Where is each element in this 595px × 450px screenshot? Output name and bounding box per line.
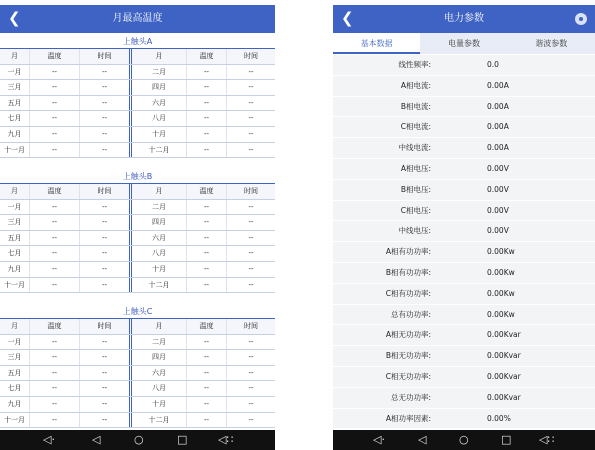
cell-month: 五月 bbox=[0, 231, 30, 246]
param-label: 中线电流: bbox=[398, 143, 431, 153]
volume-up-icon[interactable]: ◁∷ bbox=[539, 433, 555, 446]
monthly-max-temp-screen bbox=[0, 0, 275, 450]
param-row bbox=[333, 55, 595, 76]
section-title: 上触头B bbox=[122, 172, 153, 181]
volume-up-icon[interactable]: ◁∷ bbox=[218, 433, 234, 446]
param-label: B相无功功率: bbox=[385, 351, 431, 361]
param-value: 0.0 bbox=[487, 60, 499, 69]
column-header-month: 月 bbox=[132, 49, 187, 64]
page-title: 月最高温度 bbox=[112, 13, 163, 24]
page-title: 电力参数 bbox=[444, 13, 484, 24]
table-row bbox=[0, 215, 275, 231]
column-header-time: 时间 bbox=[80, 49, 132, 64]
table-row bbox=[0, 262, 275, 278]
cell-time: -- bbox=[248, 399, 254, 408]
cell-time: -- bbox=[248, 337, 254, 346]
cell-time: -- bbox=[248, 98, 254, 107]
param-value: 0.00V bbox=[487, 226, 509, 236]
tab-harmonic-params[interactable]: 谐波参数 bbox=[535, 39, 568, 48]
cell-temp: -- bbox=[187, 80, 227, 95]
home-circle-icon[interactable]: ○ bbox=[459, 433, 469, 446]
cell-temp: -- bbox=[30, 96, 80, 111]
cell-time: -- bbox=[248, 249, 254, 258]
table-row bbox=[0, 366, 275, 382]
cell-month: 六月 bbox=[132, 366, 187, 381]
back-triangle-icon[interactable]: ◁ bbox=[92, 433, 101, 446]
cell-time: -- bbox=[80, 278, 132, 293]
param-row bbox=[333, 201, 595, 222]
chevron-left-icon[interactable]: ❮ bbox=[341, 9, 354, 27]
section-title: 上触头A bbox=[122, 37, 153, 46]
column-header-temp: 温度 bbox=[187, 184, 227, 199]
cell-time: -- bbox=[248, 280, 254, 289]
tab-bar bbox=[333, 33, 595, 54]
table-header-row bbox=[0, 184, 275, 200]
cell-temp: -- bbox=[187, 231, 227, 246]
cell-time: -- bbox=[248, 83, 254, 92]
volume-down-icon[interactable]: ◁· bbox=[373, 433, 385, 446]
param-value: 0.00A bbox=[487, 143, 509, 153]
param-value: 0.00A bbox=[487, 101, 509, 111]
param-value: 0.00V bbox=[487, 205, 509, 215]
cell-time: -- bbox=[248, 202, 254, 211]
param-row bbox=[333, 263, 595, 284]
param-label: 线性频率: bbox=[398, 60, 431, 69]
cell-temp: -- bbox=[30, 80, 80, 95]
table-row bbox=[0, 278, 275, 294]
table-header-row bbox=[0, 319, 275, 335]
cell-month: 十二月 bbox=[132, 413, 187, 428]
param-label: A相有功功率: bbox=[385, 247, 431, 257]
column-header-temp: 温度 bbox=[30, 319, 80, 334]
column-header-month: 月 bbox=[0, 49, 30, 64]
cell-temp: -- bbox=[30, 335, 80, 350]
param-label: A相功率因素: bbox=[385, 413, 431, 423]
column-header-time: 时间 bbox=[244, 52, 258, 60]
table-row bbox=[0, 80, 275, 96]
cell-month: 十月 bbox=[132, 262, 187, 277]
param-value: 0.00Kvar bbox=[487, 371, 521, 381]
column-header-month: 月 bbox=[132, 319, 187, 334]
cell-time: -- bbox=[80, 65, 132, 80]
column-header-temp: 温度 bbox=[187, 49, 227, 64]
cell-temp: -- bbox=[30, 278, 80, 293]
param-label: C相有功功率: bbox=[385, 288, 431, 298]
cell-time: -- bbox=[248, 353, 254, 362]
param-value: 0.00Kvar bbox=[487, 351, 521, 361]
cell-month: 九月 bbox=[0, 397, 30, 412]
column-header-temp: 温度 bbox=[187, 319, 227, 334]
param-row bbox=[333, 346, 595, 367]
cell-time: -- bbox=[80, 80, 132, 95]
param-value: 0.00A bbox=[487, 122, 509, 132]
cell-time: -- bbox=[80, 200, 132, 215]
table-row bbox=[0, 246, 275, 262]
cell-temp: -- bbox=[30, 215, 80, 230]
cell-time: -- bbox=[80, 397, 132, 412]
temperature-section bbox=[0, 306, 275, 428]
param-label: A相电压: bbox=[400, 163, 431, 173]
cell-temp: -- bbox=[30, 111, 80, 126]
param-row bbox=[333, 388, 595, 409]
param-label: A相无功功率: bbox=[385, 330, 431, 340]
cell-temp: -- bbox=[187, 111, 227, 126]
tab-basic-data[interactable]: 基本数据 bbox=[333, 33, 420, 54]
cell-month: 十二月 bbox=[132, 278, 187, 293]
power-params-screen bbox=[333, 0, 595, 450]
cell-time: -- bbox=[80, 350, 132, 365]
cell-temp: -- bbox=[187, 96, 227, 111]
cell-temp: -- bbox=[187, 413, 227, 428]
cell-time: -- bbox=[80, 96, 132, 111]
cell-month: 三月 bbox=[0, 215, 30, 230]
cell-month: 一月 bbox=[0, 65, 30, 80]
param-list bbox=[333, 55, 595, 429]
cell-temp: -- bbox=[187, 65, 227, 80]
cell-temp: -- bbox=[30, 65, 80, 80]
cell-time: -- bbox=[80, 215, 132, 230]
cell-month: 六月 bbox=[132, 231, 187, 246]
cell-month: 七月 bbox=[0, 111, 30, 126]
cell-time: -- bbox=[248, 368, 254, 377]
table-row bbox=[0, 65, 275, 81]
cell-time: -- bbox=[248, 384, 254, 393]
param-row bbox=[333, 76, 595, 97]
app-bar bbox=[0, 5, 275, 33]
column-header-time: 时间 bbox=[80, 319, 132, 334]
param-row bbox=[333, 305, 595, 326]
cell-month: 六月 bbox=[132, 96, 187, 111]
param-label: A相电流: bbox=[400, 80, 431, 90]
cell-temp: -- bbox=[187, 200, 227, 215]
cell-month: 八月 bbox=[132, 111, 187, 126]
cell-temp: -- bbox=[187, 381, 227, 396]
cell-time: -- bbox=[248, 114, 254, 123]
cell-month: 三月 bbox=[0, 80, 30, 95]
cell-month: 二月 bbox=[132, 65, 187, 80]
temperature-table bbox=[0, 318, 275, 428]
cell-temp: -- bbox=[30, 262, 80, 277]
param-value: 0.00Kw bbox=[487, 267, 515, 277]
system-nav-bar bbox=[0, 430, 275, 450]
param-label: C相电压: bbox=[400, 205, 431, 215]
cell-time: -- bbox=[80, 413, 132, 428]
table-row bbox=[0, 413, 275, 429]
param-row bbox=[333, 221, 595, 242]
table-row bbox=[0, 200, 275, 216]
param-row bbox=[333, 159, 595, 180]
param-label: 中线电压: bbox=[398, 226, 431, 236]
cell-time: -- bbox=[80, 246, 132, 261]
param-value: 0.00Kw bbox=[487, 309, 515, 319]
table-row bbox=[0, 397, 275, 413]
table-row bbox=[0, 231, 275, 247]
cell-temp: -- bbox=[187, 335, 227, 350]
cell-time: -- bbox=[248, 145, 254, 154]
cell-temp: -- bbox=[187, 278, 227, 293]
column-header-time: 时间 bbox=[244, 187, 258, 195]
cell-time: -- bbox=[248, 218, 254, 227]
param-label: B相电流: bbox=[400, 101, 431, 111]
param-value: 0.00% bbox=[487, 413, 511, 423]
column-header-time: 时间 bbox=[80, 184, 132, 199]
cell-month: 十二月 bbox=[132, 143, 187, 158]
column-header-month: 月 bbox=[0, 184, 30, 199]
table-row bbox=[0, 127, 275, 143]
cell-temp: -- bbox=[187, 143, 227, 158]
param-value: 0.00Kvar bbox=[487, 330, 521, 340]
cell-time: -- bbox=[248, 129, 254, 138]
param-row bbox=[333, 242, 595, 263]
tab-energy-params[interactable]: 电量参数 bbox=[447, 39, 480, 48]
cell-temp: -- bbox=[187, 350, 227, 365]
cell-temp: -- bbox=[187, 127, 227, 142]
param-value: 0.00Kw bbox=[487, 247, 515, 257]
param-label: 总无功功率: bbox=[390, 392, 431, 402]
cell-temp: -- bbox=[30, 246, 80, 261]
param-row bbox=[333, 180, 595, 201]
cell-temp: -- bbox=[30, 350, 80, 365]
cell-time: -- bbox=[80, 127, 132, 142]
system-nav-bar bbox=[333, 430, 595, 450]
param-label: B相有功功率: bbox=[385, 267, 431, 277]
temperature-table bbox=[0, 183, 275, 293]
param-row bbox=[333, 284, 595, 305]
settings-icon[interactable] bbox=[575, 13, 587, 25]
cell-month: 五月 bbox=[0, 366, 30, 381]
app-bar bbox=[333, 5, 595, 33]
param-row bbox=[333, 117, 595, 138]
param-label: C相无功功率: bbox=[385, 371, 431, 381]
table-row bbox=[0, 381, 275, 397]
cell-time: -- bbox=[80, 335, 132, 350]
cell-month: 四月 bbox=[132, 80, 187, 95]
param-label: B相电压: bbox=[400, 184, 431, 194]
cell-month: 九月 bbox=[0, 127, 30, 142]
cell-temp: -- bbox=[187, 262, 227, 277]
cell-temp: -- bbox=[187, 246, 227, 261]
column-header-temp: 温度 bbox=[30, 49, 80, 64]
home-circle-icon[interactable]: ○ bbox=[134, 433, 144, 446]
param-value: 0.00V bbox=[487, 184, 509, 194]
cell-month: 八月 bbox=[132, 246, 187, 261]
param-row bbox=[333, 138, 595, 159]
cell-month: 十一月 bbox=[0, 143, 30, 158]
cell-month: 五月 bbox=[0, 96, 30, 111]
cell-time: -- bbox=[80, 262, 132, 277]
cell-time: -- bbox=[248, 264, 254, 273]
column-header-time: 时间 bbox=[244, 322, 258, 330]
cell-temp: -- bbox=[187, 397, 227, 412]
cell-time: -- bbox=[80, 143, 132, 158]
cell-temp: -- bbox=[30, 366, 80, 381]
cell-time: -- bbox=[80, 381, 132, 396]
cell-time: -- bbox=[80, 366, 132, 381]
param-row bbox=[333, 97, 595, 118]
cell-month: 十一月 bbox=[0, 413, 30, 428]
cell-month: 一月 bbox=[0, 335, 30, 350]
temperature-section bbox=[0, 171, 275, 293]
cell-temp: -- bbox=[30, 231, 80, 246]
cell-month: 四月 bbox=[132, 350, 187, 365]
cell-month: 二月 bbox=[132, 200, 187, 215]
section-title: 上触头C bbox=[122, 307, 153, 316]
cell-month: 十月 bbox=[132, 127, 187, 142]
param-row bbox=[333, 325, 595, 346]
param-row bbox=[333, 367, 595, 388]
volume-down-icon[interactable]: ◁· bbox=[43, 433, 55, 446]
table-row bbox=[0, 96, 275, 112]
cell-month: 十月 bbox=[132, 397, 187, 412]
cell-temp: -- bbox=[187, 215, 227, 230]
cell-temp: -- bbox=[30, 200, 80, 215]
cell-month: 七月 bbox=[0, 246, 30, 261]
chevron-left-icon[interactable]: ❮ bbox=[8, 9, 21, 27]
recents-square-icon[interactable]: □ bbox=[501, 433, 512, 446]
column-header-temp: 温度 bbox=[30, 184, 80, 199]
back-triangle-icon[interactable]: ◁ bbox=[418, 433, 427, 446]
cell-month: 四月 bbox=[132, 215, 187, 230]
cell-month: 七月 bbox=[0, 381, 30, 396]
cell-temp: -- bbox=[187, 366, 227, 381]
cell-time: -- bbox=[248, 67, 254, 76]
param-value: 0.00Kvar bbox=[487, 392, 521, 402]
recents-square-icon[interactable]: □ bbox=[177, 433, 188, 446]
table-row bbox=[0, 335, 275, 351]
param-value: 0.00Kw bbox=[487, 288, 515, 298]
cell-time: -- bbox=[80, 231, 132, 246]
cell-time: -- bbox=[248, 233, 254, 242]
cell-month: 一月 bbox=[0, 200, 30, 215]
table-row bbox=[0, 111, 275, 127]
cell-time: -- bbox=[248, 415, 254, 424]
param-value: 0.00V bbox=[487, 163, 509, 173]
cell-month: 十一月 bbox=[0, 278, 30, 293]
cell-month: 九月 bbox=[0, 262, 30, 277]
param-label: 总有功功率: bbox=[390, 309, 431, 319]
cell-month: 三月 bbox=[0, 350, 30, 365]
cell-month: 八月 bbox=[132, 381, 187, 396]
cell-temp: -- bbox=[30, 413, 80, 428]
param-label: C相电流: bbox=[400, 122, 431, 132]
cell-temp: -- bbox=[30, 127, 80, 142]
cell-temp: -- bbox=[30, 381, 80, 396]
cell-temp: -- bbox=[30, 143, 80, 158]
cell-month: 二月 bbox=[132, 335, 187, 350]
temperature-table bbox=[0, 48, 275, 158]
cell-temp: -- bbox=[30, 397, 80, 412]
table-header-row bbox=[0, 49, 275, 65]
param-value: 0.00A bbox=[487, 80, 509, 90]
table-row bbox=[0, 143, 275, 159]
cell-time: -- bbox=[80, 111, 132, 126]
table-row bbox=[0, 350, 275, 366]
column-header-month: 月 bbox=[132, 184, 187, 199]
column-header-month: 月 bbox=[0, 319, 30, 334]
temperature-section bbox=[0, 36, 275, 158]
param-row bbox=[333, 409, 595, 430]
